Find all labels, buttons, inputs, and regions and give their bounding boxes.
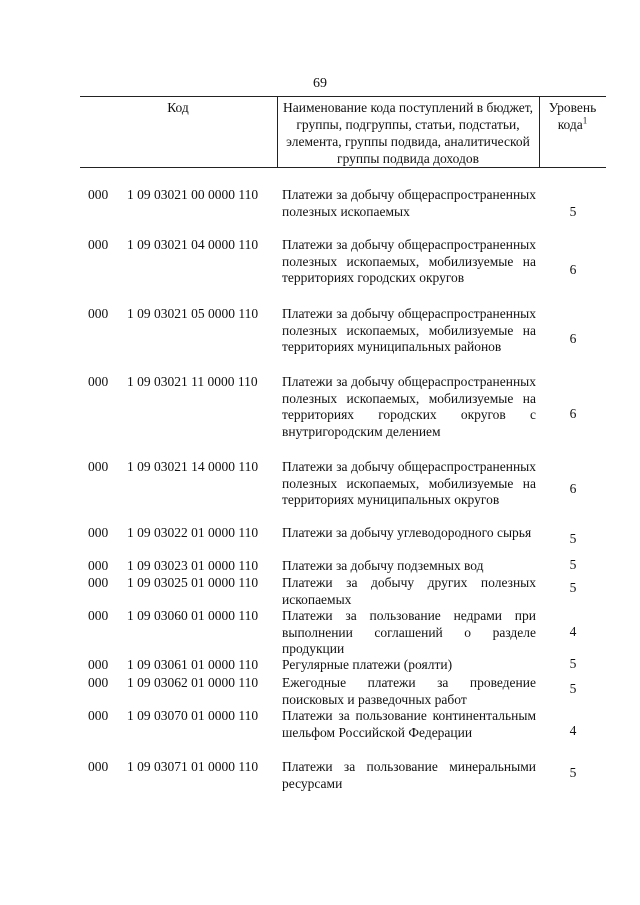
- header-level-footnote: 1: [582, 115, 588, 126]
- revenue-code: 1 09 03025 01 0000 110: [127, 575, 259, 590]
- revenue-name: Ежегодные платежи за проведение поисковых и разведочных работ: [282, 675, 536, 707]
- admin-code: 000: [88, 306, 109, 321]
- revenue-name: Платежи за добычу общераспространенных полезных ископаемых, мобилизуемые на территориях городских округов с внутригородским делением: [282, 374, 536, 439]
- code-level: 5: [569, 531, 577, 546]
- admin-code: 000: [88, 374, 109, 389]
- revenue-code: 1 09 03021 11 0000 110: [127, 374, 258, 389]
- code-level: 6: [569, 481, 577, 496]
- revenue-name: Платежи за добычу общераспространенных полезных ископаемых, мобилизуемые на территориях городских округов: [282, 237, 536, 285]
- code-level: 5: [569, 765, 577, 780]
- revenue-name: Платежи за пользование континентальным шельфом Российской Федерации: [282, 708, 536, 740]
- revenue-code: 1 09 03022 01 0000 110: [127, 525, 259, 540]
- revenue-name: Платежи за добычу углеводородного сырья: [282, 525, 532, 540]
- header-level-label: Уровень кода: [548, 100, 597, 132]
- code-level: 5: [569, 580, 577, 595]
- revenue-name: Платежи за добычу других полезных ископаемых: [282, 575, 536, 607]
- revenue-name: Платежи за добычу общераспространенных полезных ископаемых: [282, 187, 536, 219]
- admin-code: 000: [88, 187, 109, 202]
- code-level: 4: [569, 624, 577, 639]
- revenue-name: Платежи за пользование недрами при выполнении соглашений о разделе продукции: [282, 608, 536, 656]
- revenue-name: Платежи за пользование минеральными ресурсами: [282, 759, 536, 791]
- admin-code: 000: [88, 759, 109, 774]
- admin-code: 000: [88, 657, 109, 672]
- revenue-name: Платежи за добычу общераспространенных полезных ископаемых, мобилизуемые на территориях муниципальных округов: [282, 459, 536, 507]
- code-level: 5: [569, 557, 577, 572]
- admin-code: 000: [88, 558, 109, 573]
- revenue-code: 1 09 03071 01 0000 110: [127, 759, 259, 774]
- admin-code: 000: [88, 608, 109, 623]
- header-code: Код: [167, 100, 189, 115]
- revenue-code: 1 09 03061 01 0000 110: [127, 657, 259, 672]
- revenue-code: 1 09 03070 01 0000 110: [127, 708, 259, 723]
- revenue-code: 1 09 03021 05 0000 110: [127, 306, 259, 321]
- header-name: Наименование кода поступлений в бюджет, группы, подгруппы, статьи, подстатьи, элемента, группы подвида, аналитической группы подвида доходов: [282, 100, 533, 166]
- revenue-code: 1 09 03021 04 0000 110: [127, 237, 259, 252]
- admin-code: 000: [88, 575, 109, 590]
- revenue-code: 1 09 03060 01 0000 110: [127, 608, 259, 623]
- revenue-code: 1 09 03023 01 0000 110: [127, 558, 259, 573]
- code-level: 5: [569, 656, 577, 671]
- revenue-name: Платежи за добычу общераспространенных полезных ископаемых, мобилизуемые на территориях муниципальных районов: [282, 306, 536, 354]
- revenue-name: Платежи за добычу подземных вод: [282, 558, 484, 573]
- revenue-code: 1 09 03062 01 0000 110: [127, 675, 259, 690]
- code-level: 6: [569, 262, 577, 277]
- admin-code: 000: [88, 708, 109, 723]
- revenue-code: 1 09 03021 00 0000 110: [127, 187, 259, 202]
- code-level: 4: [569, 723, 577, 738]
- code-level: 6: [569, 331, 577, 346]
- code-level: 5: [569, 204, 577, 219]
- code-level: 5: [569, 681, 577, 696]
- admin-code: 000: [88, 675, 109, 690]
- revenue-code: 1 09 03021 14 0000 110: [127, 459, 259, 474]
- page-number: 69: [313, 76, 327, 91]
- revenue-name: Регулярные платежи (роялти): [282, 657, 453, 672]
- admin-code: 000: [88, 237, 109, 252]
- admin-code: 000: [88, 459, 109, 474]
- admin-code: 000: [88, 525, 109, 540]
- code-level: 6: [569, 406, 577, 421]
